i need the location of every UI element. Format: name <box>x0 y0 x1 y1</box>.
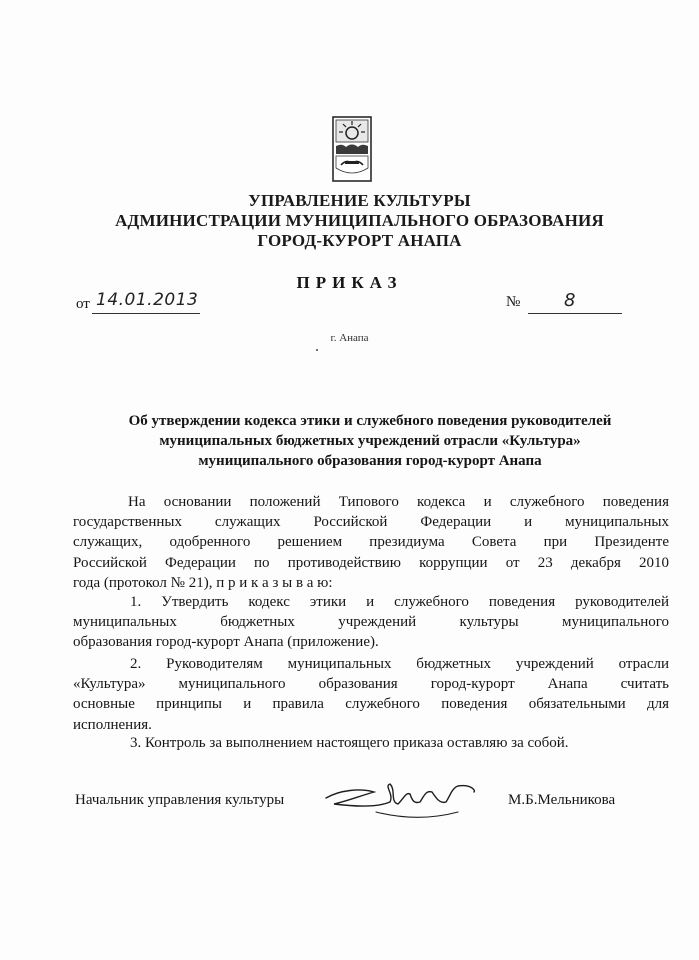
order-title-line: муниципальных бюджетных учреждений отрасли «Культура» <box>159 433 581 449</box>
text-line: На основании положений Типового кодекса и служебного поведения <box>128 494 669 510</box>
text-line: муниципальных бюджетных учреждений культуры муниципального <box>73 614 669 631</box>
order-title-line: Об утверждении кодекса этики и служебного поведения руководителей <box>128 413 612 429</box>
date-underline <box>92 313 200 314</box>
date-value-handwritten: 14.01.2013 <box>96 290 199 310</box>
clause-3-paragraph <box>73 733 669 753</box>
clause-2-paragraph <box>73 654 669 735</box>
org-name-line-3: ГОРОД-КУРОРТ АНАПА <box>257 231 462 250</box>
order-title-line: муниципального образования город-курорт Анапа <box>198 453 542 469</box>
text-line: года (протокол № 21), п р и к а з ы в а ю: <box>73 574 333 591</box>
text-line: Российской Федерации по противодействию коррупции от 23 декабря 2010 <box>73 554 669 571</box>
order-title <box>70 411 670 471</box>
text-line: основные принципы и правила служебного поведения обязательными для <box>73 696 669 713</box>
text-line: исполнения. <box>73 716 152 733</box>
text-line: 1. Утвердить кодекс этики и служебного поведения руководителей <box>130 594 669 610</box>
signatory-title: Начальник управления культуры <box>75 792 285 808</box>
text-line: государственных служащих Российской Федерации и муниципальных <box>73 514 669 531</box>
signatory-name: М.Б.Мельникова <box>508 792 616 808</box>
text-line: образования город-курорт Анапа (приложение). <box>73 634 379 651</box>
document-type-heading: ПРИКАЗ <box>296 273 403 292</box>
text-line: «Культура» муниципального образования город-курорт Анапа считать <box>73 676 669 693</box>
number-value-handwritten: 8 <box>564 290 576 311</box>
org-name-line-2: АДМИНИСТРАЦИИ МУНИЦИПАЛЬНОГО ОБРАЗОВАНИЯ <box>115 211 604 230</box>
scan-speck <box>316 349 318 351</box>
city-label: г. Анапа <box>330 332 369 344</box>
org-name-line-1: УПРАВЛЕНИЕ КУЛЬТУРЫ <box>248 191 471 210</box>
text-line: 3. Контроль за выполнением настоящего приказа оставляю за собой. <box>130 735 569 751</box>
coat-of-arms-emblem <box>332 116 372 182</box>
number-underline <box>528 313 622 314</box>
clause-1-paragraph <box>73 592 669 653</box>
preamble-paragraph <box>73 492 669 593</box>
text-line: служащих, одобренного решением президиума Совета при Президенте <box>73 534 669 551</box>
number-label: № <box>506 294 521 310</box>
handwritten-signature <box>320 768 480 826</box>
date-label: от <box>76 296 90 312</box>
text-line: 2. Руководителям муниципальных бюджетных учреждений отрасли <box>130 656 669 672</box>
